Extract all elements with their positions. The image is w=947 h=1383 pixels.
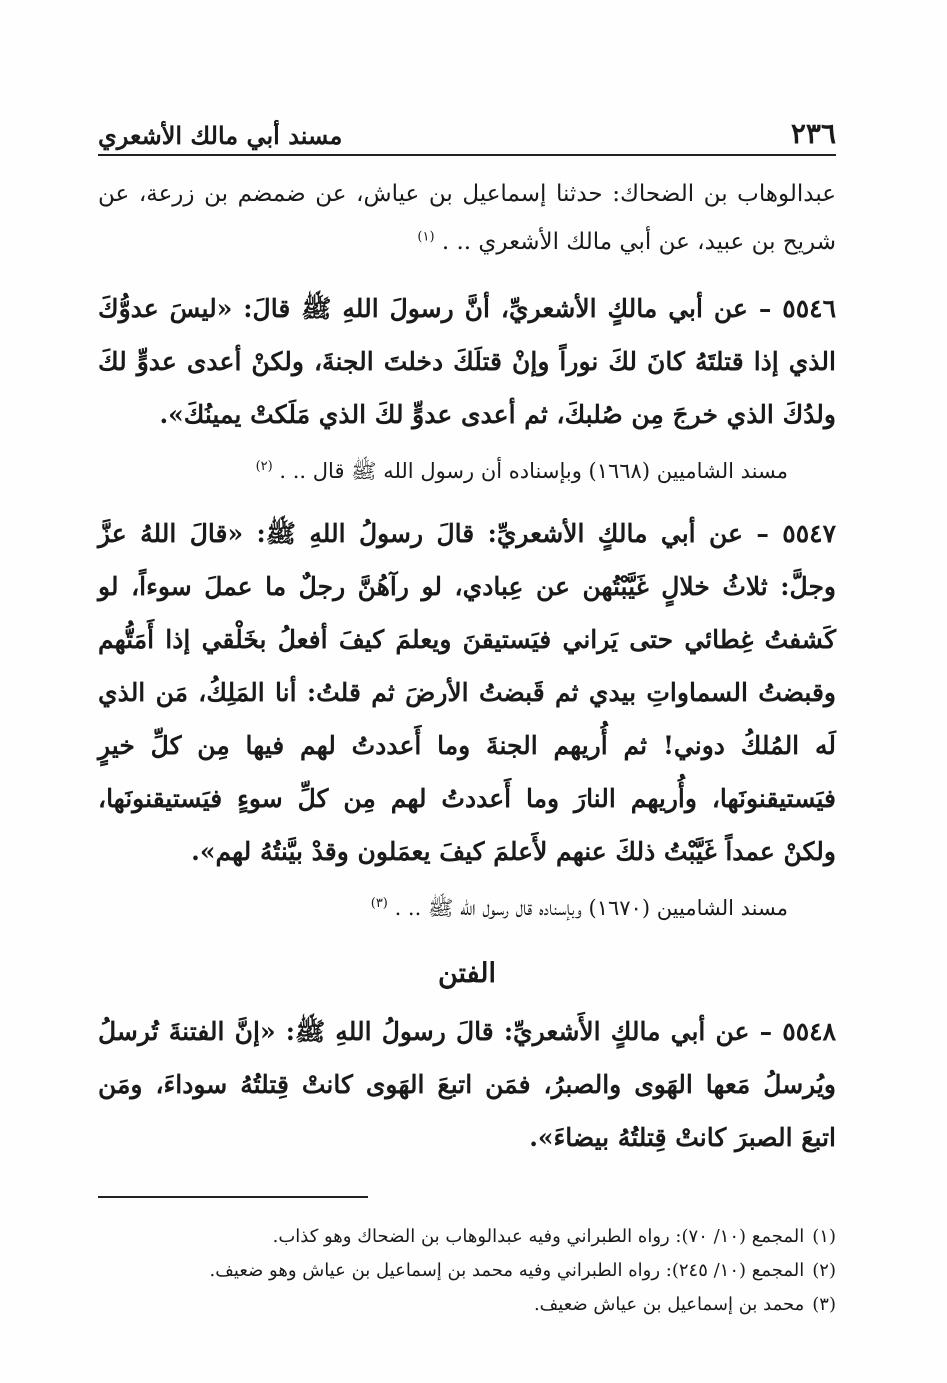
footnote-3: [98, 1288, 836, 1322]
footnote-text: المجمع (١٠/ ٧٠): رواه الطبراني وفيه عبدالوهاب بن الضحاك وهو كذاب.: [272, 1226, 805, 1247]
hadith-5548: ٥٥٤٨ – عن أبي مالكٍ الأَشعريِّ: قالَ رسولُ اللهِ ﷺ: «إنَّ الفتنةَ تُرسلُ ويُرسلُ مَعها الهَوى والصبرُ، فمَن اتبعَ الهَوى كانتْ قِتلتُهُ سوداءَ، ومَن اتبعَ الصبرَ كانتْ قِتلتُهُ بيضاءَ».: [98, 1017, 836, 1152]
isnad-text: مسند الشاميين (١٦٦٨) وبإسناده أن رسول الله ﷺ قال .. .: [279, 459, 788, 483]
header-rule: [98, 154, 836, 156]
hadith-5547: ٥٥٤٧ – عن أبي مالكٍ الأشعريِّ: قالَ رسولُ اللهِ ﷺ: «قالَ اللهُ عزَّ وجلَّ: ثلاثُ خلالٍ غَيَّبْتُهن عن عِبادي، لو رآهُنَّ رجلٌ ما عملَ سوءاً، لو كَشفتُ غِطائي حتى يَراني فيَستيقنَ ويعلمَ كيفَ أفعلُ بخَلْقي إذا أَمَتُّهم وقبضتُ السماواتِ بيدي ثم قَبضتُ الأرضَ ثم قلتُ: أنا المَلِكُ، مَن الذي لَه المُلكُ دوني! ثم أُريهم الجنةَ وما أَعددتُ لهم فيها مِن كلِّ خيرٍ فيَستيقنونَها، وأُريهم النارَ وما أَعددتُ لهم مِن كلِّ سوءٍ فيَستيقنونَها، ولكنْ عمداً غَيَّبْتُ ذلكَ عنهم لأَعلمَ كيفَ يعمَلون وقدْ بيَّنتُهُ لهم».: [98, 519, 836, 866]
page-header: [98, 100, 836, 150]
footnote-ref: (٢): [255, 459, 273, 474]
footnote-number: (٢): [812, 1260, 836, 1281]
footnote-1: [98, 1220, 836, 1254]
footnote-text: المجمع (١٠/ ٢٤٥): رواه الطبراني وفيه محمد بن إسماعيل بن عياش وهو ضعيف.: [209, 1260, 805, 1281]
footnote-ref: (٣): [370, 896, 388, 911]
footnote-text: محمد بن إسماعيل بن عياش ضعيف.: [533, 1294, 805, 1315]
footnote-number: (١): [812, 1226, 836, 1247]
footnote-separator: [98, 1196, 368, 1198]
page-number: ٢٣٦: [790, 117, 836, 150]
hadith-5546-isnad: [98, 451, 836, 491]
section-heading: الفتن: [437, 958, 497, 989]
book-page: [98, 100, 836, 1322]
running-title: مسند أبي مالك الأشعري: [98, 121, 343, 150]
footnotes: [98, 1220, 836, 1322]
hadith-5547-isnad: [98, 888, 836, 928]
hadith-5546: ٥٥٤٦ – عن أبي مالكٍ الأشعريِّ، أنَّ رسولَ اللهِ ﷺ قالَ: «ليسَ عدوُّكَ الذي إذا قتلتَهُ كانَ لكَ نوراً وإنْ قتلَكَ دخلتَ الجنةَ، ولكنْ أعدى عدوٍّ لكَ ولدُكَ الذي خرجَ مِن صُلبكَ، ثم أعدى عدوٍّ لكَ الذي مَلَكتْ يمينُكَ».: [98, 294, 836, 429]
footnote-ref: (١): [417, 229, 435, 245]
isnad-chain-text: عبدالوهاب بن الضحاك: حدثنا إسماعيل بن عياش، عن ضمضم بن زرعة، عن شريح بن عبيد، عن أبي مالك الأشعري .. .: [98, 181, 836, 255]
footnote-number: (٣): [812, 1294, 836, 1315]
isnad-chain-paragraph: [98, 170, 836, 266]
footnote-2: [98, 1254, 836, 1288]
isnad-text: مسند الشاميين (١٦٧٠) وبإسناده قال رسول الله ﷺ .. .: [394, 896, 788, 920]
